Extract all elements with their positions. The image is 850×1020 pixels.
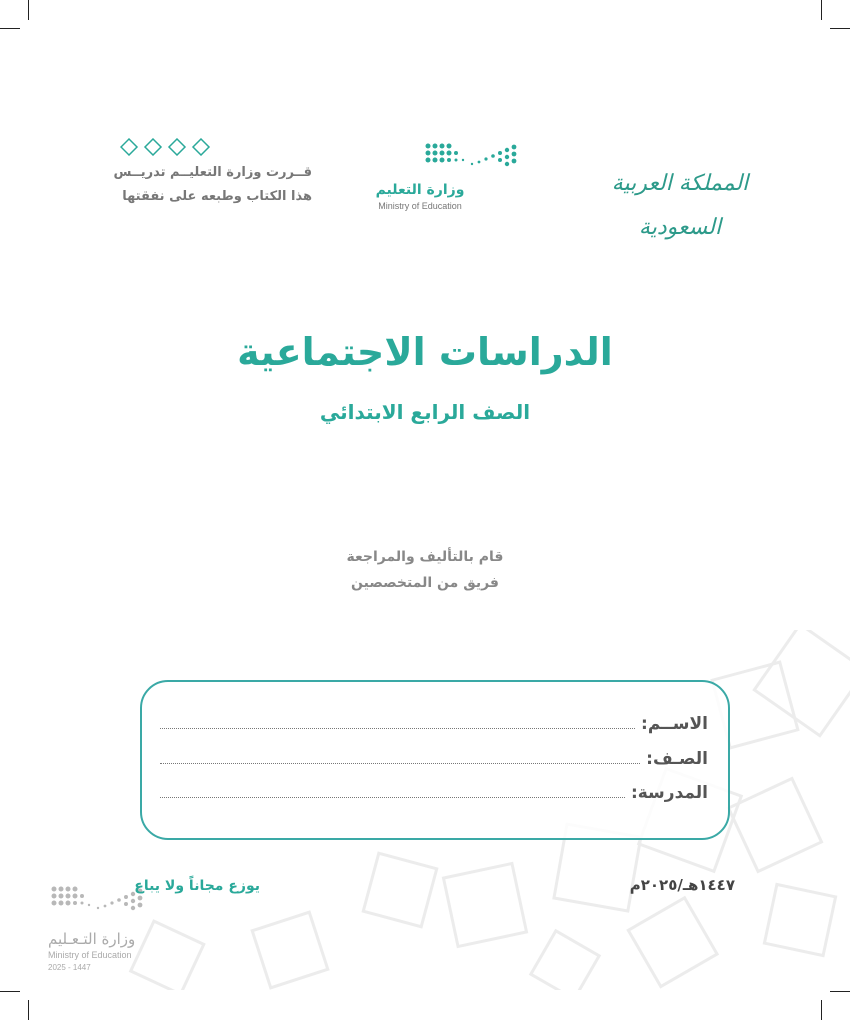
book-title: الدراسات الاجتماعية bbox=[237, 330, 613, 374]
authors-line-1: قام بالتأليف والمراجعة bbox=[346, 549, 504, 565]
footer-ministry-name-ar: وزارة التـعـليم bbox=[48, 930, 136, 948]
footer-ministry-name-en: Ministry of Education bbox=[48, 950, 132, 960]
name-row[interactable] bbox=[160, 710, 708, 734]
crop-mark bbox=[28, 0, 29, 20]
crop-mark bbox=[821, 1000, 822, 1020]
ministry-name-en: Ministry of Education bbox=[378, 201, 462, 211]
crop-mark bbox=[0, 991, 20, 992]
name-line[interactable] bbox=[160, 728, 635, 729]
crop-mark bbox=[28, 1000, 29, 1020]
footer-edition-year: 2025 - 1447 bbox=[48, 963, 91, 972]
class-row[interactable] bbox=[160, 745, 708, 769]
school-line[interactable] bbox=[160, 797, 625, 798]
diamond-ornament-icon bbox=[120, 138, 220, 156]
school-row[interactable] bbox=[160, 779, 708, 803]
class-label: الصـف: bbox=[646, 749, 708, 769]
authors-line-2: فريق من المتخصصين bbox=[351, 575, 499, 591]
class-line[interactable] bbox=[160, 763, 640, 764]
student-info-box bbox=[140, 680, 730, 840]
decree-line-2: هذا الكتاب وطبعه على نفقتها bbox=[122, 189, 312, 204]
crop-mark bbox=[830, 991, 850, 992]
crop-mark bbox=[0, 28, 20, 29]
decree-line-1: قــررت وزارة التعليــم تدريــس bbox=[113, 165, 312, 180]
grade-subtitle: الصف الرابع الابتدائي bbox=[319, 400, 531, 424]
publication-year: ١٤٤٧هـ/٢٠٢٥م bbox=[629, 876, 735, 894]
free-distribution-note: يوزع مجاناً ولا يباع bbox=[134, 878, 260, 894]
ministry-name-ar: وزارة التعليم bbox=[375, 182, 465, 198]
name-label: الاســم: bbox=[641, 714, 708, 734]
ministry-logo-icon bbox=[420, 140, 530, 180]
kingdom-logo: المملكة العربية السعودية bbox=[611, 171, 749, 240]
crop-mark bbox=[821, 0, 822, 20]
school-label: المدرسة: bbox=[630, 783, 708, 803]
crop-mark bbox=[830, 28, 850, 29]
